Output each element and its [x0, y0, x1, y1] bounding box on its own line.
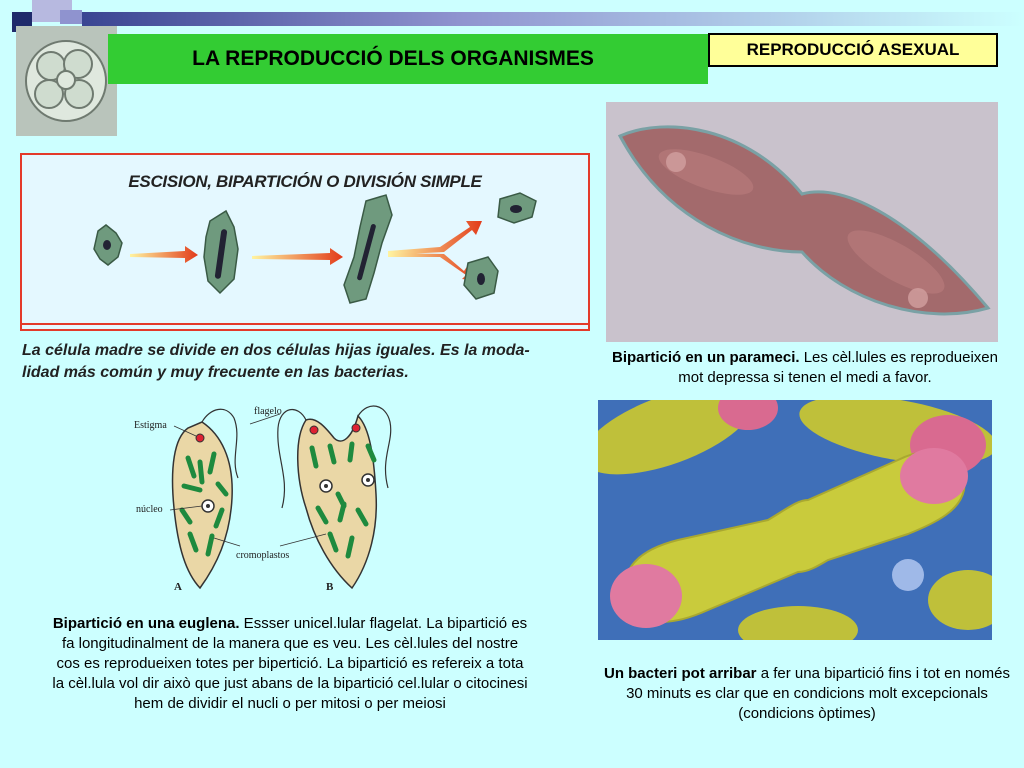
corner-square-light [60, 10, 82, 24]
euglena-caption-text: Essser unicel.lular flagelat. La bipartició es fa longitudinalment de la manera que es veu. Les cèl.lules del nostre cos es reprodueixen totes per bipertició. La bipartició es refereix a tota la cèl.lula vol dir això que just abans de la bipartició cel.lular o citocinesi hem de dividir el nucli o per mitosi o per meiosi [52, 615, 528, 712]
paramecium-photo [606, 102, 998, 342]
bacteria-photo [598, 400, 992, 640]
top-gradient-strip [82, 12, 1024, 26]
label-cromoplastos: cromoplastos [236, 550, 290, 561]
euglena-caption [50, 614, 530, 714]
label-flagelo: flagelo [254, 406, 282, 417]
euglena-diagram [130, 398, 420, 594]
label-nucleo: núcleo [136, 504, 163, 515]
cell-cluster-thumbnail [16, 26, 117, 136]
scission-title: ESCISION, BIPARTICIÓN O DIVISIÓN SIMPLE [128, 172, 482, 191]
scission-note-line-2: lidad más común y muy frecuente en las bacterias. [22, 364, 409, 381]
paramecium-caption-bold: Bipartició en un parameci. [611, 349, 800, 366]
label-b: B [326, 581, 334, 593]
topic-label: REPRODUCCIÓ ASEXUAL [708, 33, 998, 67]
paramecium-caption-text: Les cèl.lules es reprodueixen mot depressa si tenen el medi a favor. [678, 349, 998, 386]
bacteria-caption-text: a fer una bipartició fins i tot en només 30 minuts es clar que en condicions molt excepcionals (condicions òptimes) [626, 665, 1011, 722]
scission-note [22, 340, 592, 384]
euglena-caption-bold: Bipartició en una euglena. [52, 615, 240, 632]
paramecium-caption [600, 348, 1010, 388]
bacteria-caption-bold: Un bacteri pot arribar [603, 665, 757, 682]
slide-title: LA REPRODUCCIÓ DELS ORGANISMES [108, 34, 708, 84]
label-a: A [174, 581, 182, 593]
label-estigma: Estigma [134, 420, 167, 431]
scission-note-line-1: La célula madre se divide en dos células hijas iguales. Es la moda- [22, 342, 530, 359]
bacteria-caption [598, 664, 1016, 724]
